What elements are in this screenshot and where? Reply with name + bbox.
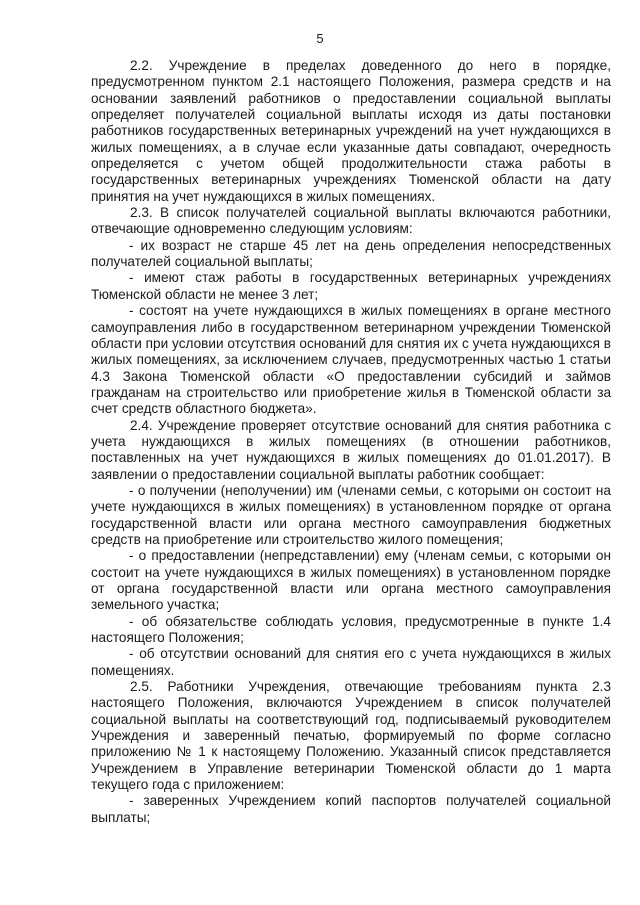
paragraph-2-4: 2.4. Учреждение проверяет отсутствие оснований для снятия работника с учета нуждающихся в жилых помещениях (в отношении работников, поставленных на учет нуждающихся в жилых помещениях до 01.01.2017). В заявлении о предоставлении социальной выплаты работник сообщает: <box>91 417 611 482</box>
page-number: 5 <box>316 31 324 46</box>
paragraph-2-2: 2.2. Учреждение в пределах доведенного до него в порядке, предусмотренном пунктом 2.1 настоящего Положения, размера средств и на основании заявлений работников о предоставлении социальной выплаты определяет получателей социальной выплаты исходя из даты постановки работников государственных ветеринарных учреждений на учет нуждающихся в жилых помещениях, а в случае если указанные даты совпадают, очередность определяется с учетом общей продолжительности стажа работы в государственных ветеринарных учреждениях Тюменской области на дату принятия на учет нуждающихся в жилых помещениях. <box>91 58 611 204</box>
list-item-age: - их возраст не старше 45 лет на день определения непосредственных получателей социальной выплаты; <box>91 237 611 270</box>
list-item-passport-copies: - заверенных Учреждением копий паспортов получателей социальной выплаты; <box>91 793 611 825</box>
list-item-land-plot: - о предоставлении (непредставлении) ему (членам семьи, с которыми он состоит на учете нуждающихся в жилых помещениях) в установленном порядке от органа государственной власти или органа местного самоуправления земельного участка; <box>91 548 611 613</box>
list-item-housing-registry: - состоят на учете нуждающихся в жилых помещениях в органе местного самоуправления либо в государственном ветеринарном учреждении Тюменской области при условии отсутствия оснований для снятия их с учета нуждающихся в жилых помещениях, за исключением случаев, предусмотренных частью 1 статьи 4.3 Закона Тюменской области «О предоставлении субсидий и займов гражданам на строительство или приобретение жилья в Тюменской области за счет средств областного бюджета». <box>91 303 611 417</box>
document-body <box>91 58 611 826</box>
paragraph-2-3: 2.3. В список получателей социальной выплаты включаются работники, отвечающие одновременно следующим условиям: <box>91 205 611 237</box>
list-item-budget-funds: - о получении (неполучении) им (членами семьи, с которыми он состоит на учете нуждающихся в жилых помещениях) в установленном порядке от органа государственной власти или органа местного самоуправления бюджетных средств на приобретение или строительство жилого помещения; <box>91 482 611 547</box>
list-item-experience: - имеют стаж работы в государственных ветеринарных учреждениях Тюменской области не менее 3 лет; <box>91 270 611 302</box>
list-item-no-grounds: - об отсутствии оснований для снятия его с учета нуждающихся в жилых помещениях. <box>91 646 611 678</box>
paragraph-2-5: 2.5. Работники Учреждения, отвечающие требованиям пункта 2.3 настоящего Положения, включаются Учреждением в список получателей социальной выплаты на соответствующий год, подписываемый руководителем Учреждения и заверенный печатью, формируемый по форме согласно приложению № 1 к настоящему Положению. Указанный список представляется Учреждением в Управление ветеринарии Тюменской области до 1 марта текущего года с приложением: <box>91 679 611 793</box>
list-item-obligation: - об обязательстве соблюдать условия, предусмотренные в пункте 1.4 настоящего Положения; <box>91 613 611 646</box>
